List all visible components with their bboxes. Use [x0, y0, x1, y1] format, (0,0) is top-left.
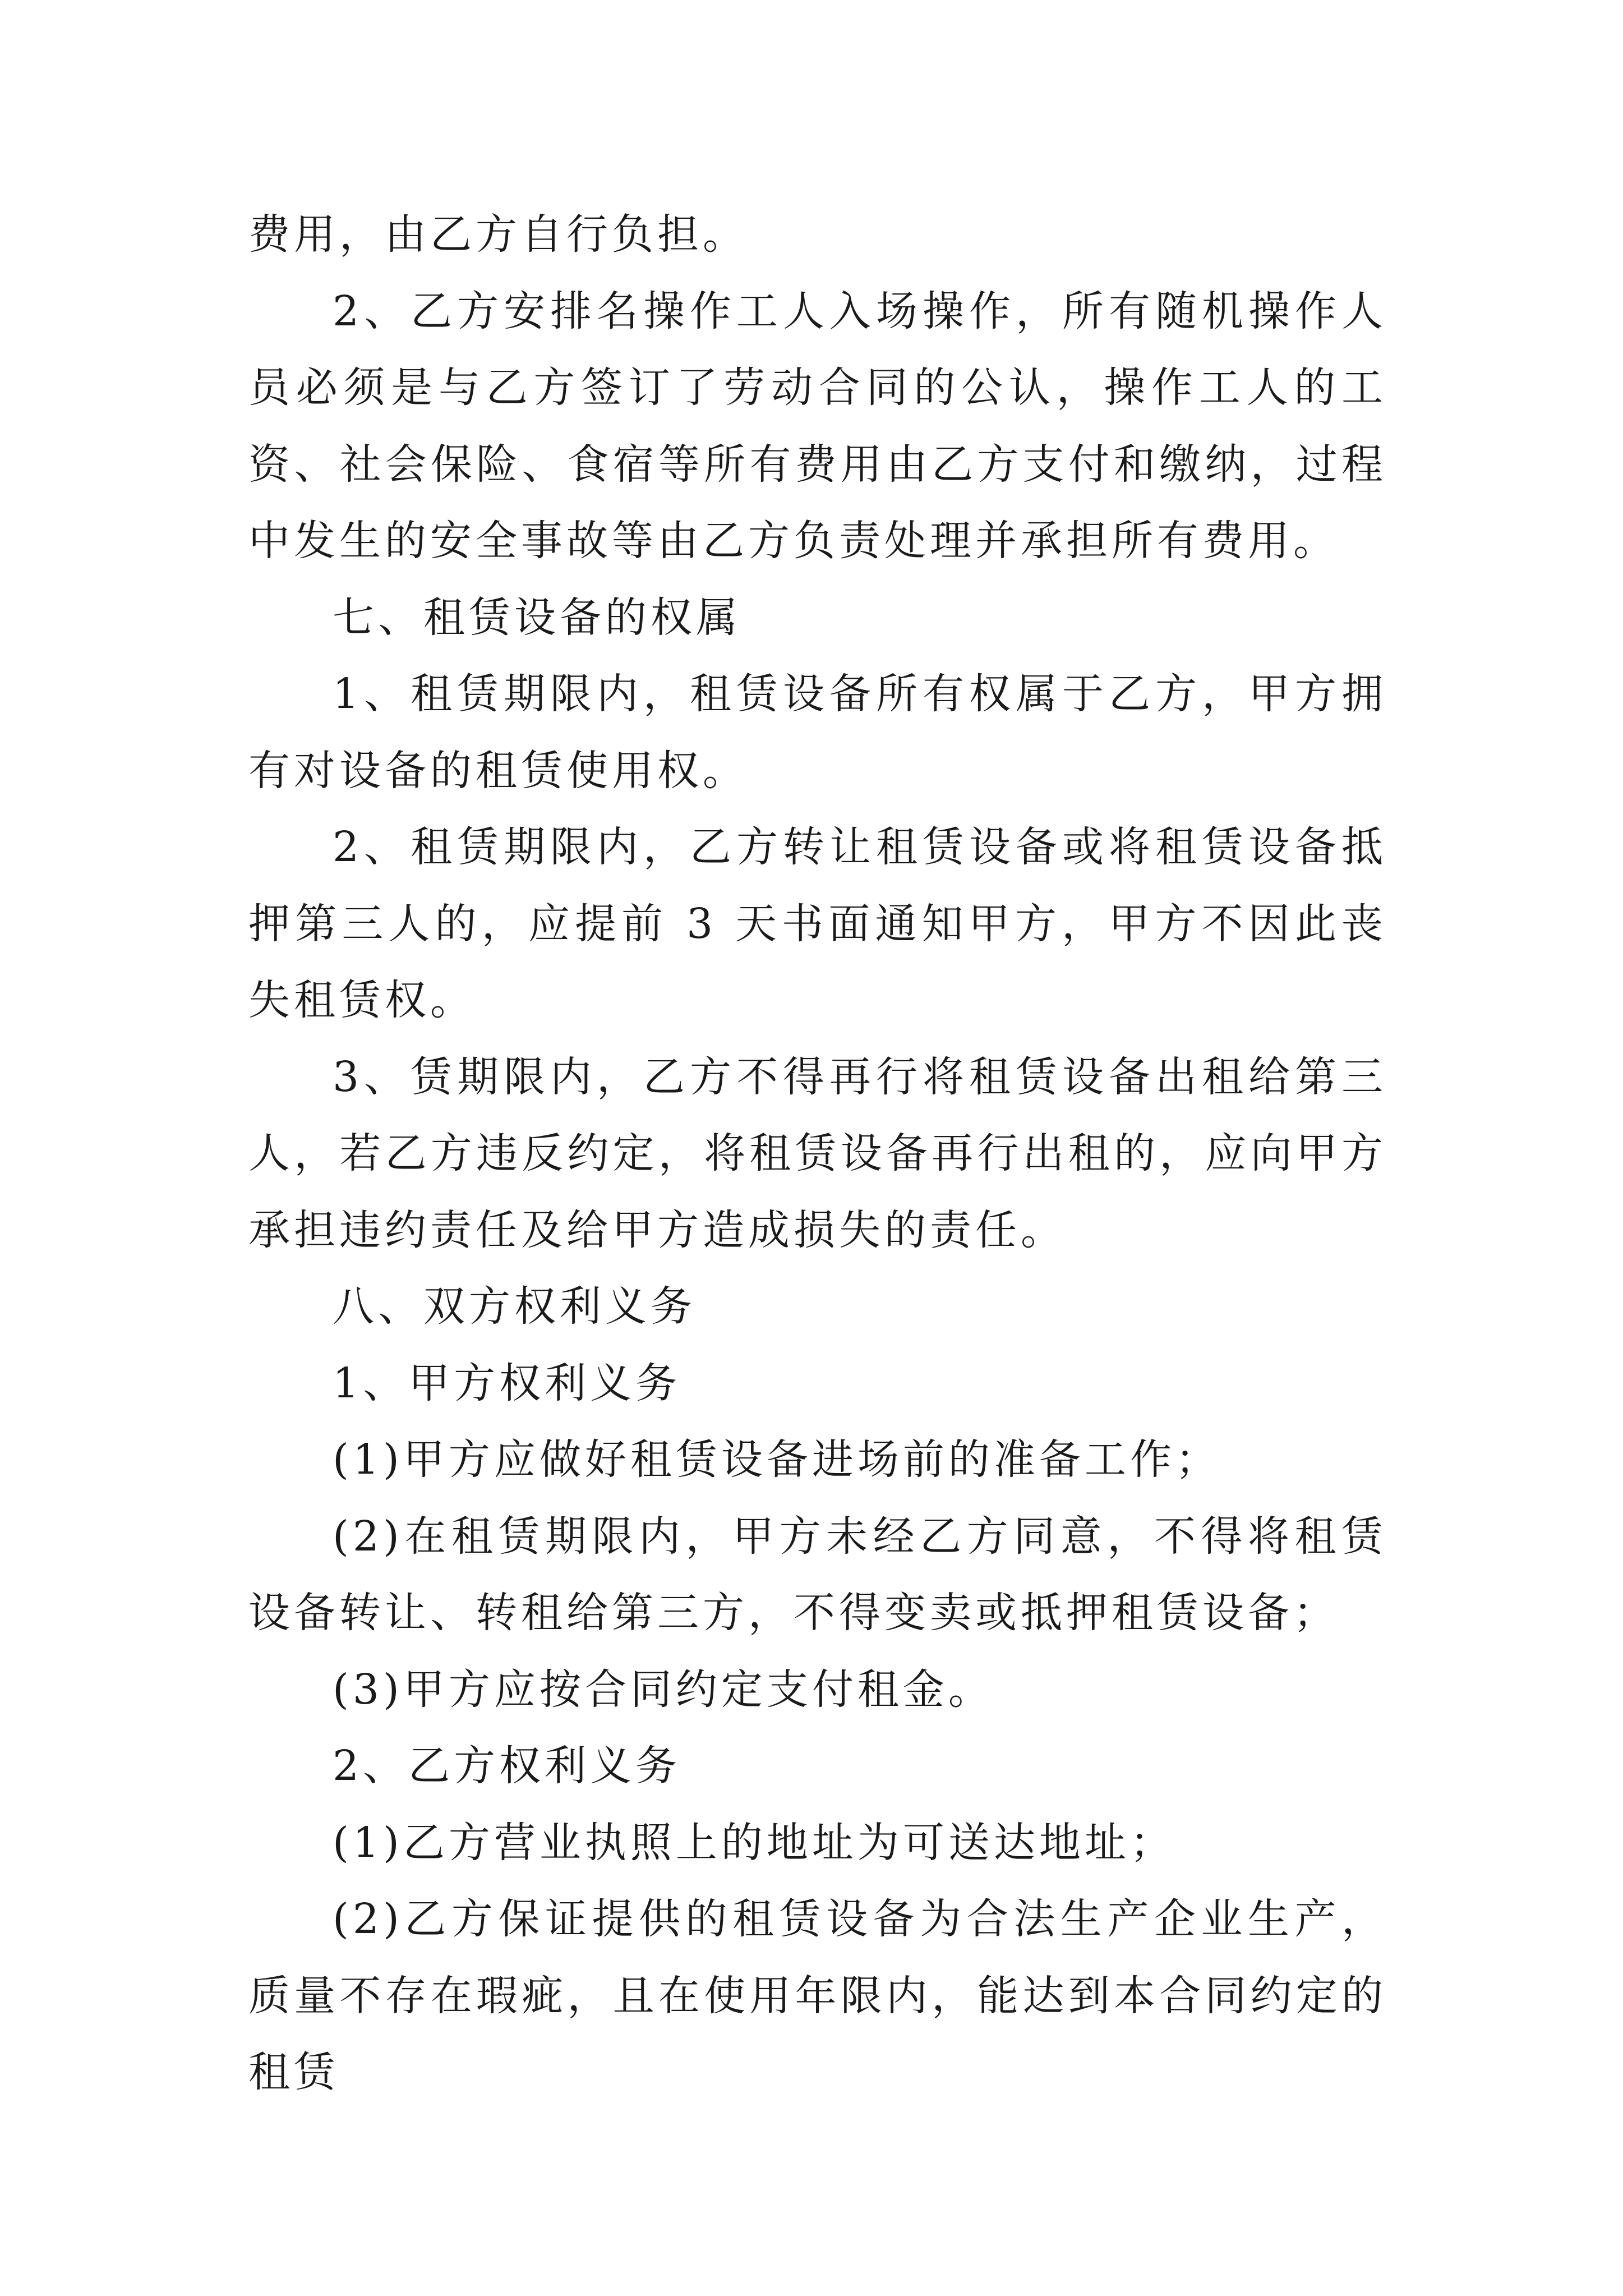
paragraph: 1、租赁期限内，租赁设备所有权属于乙方，甲方拥有对设备的租赁使用权。	[248, 670, 1387, 795]
list-item: (1)甲方应做好租赁设备进场前的准备工作；	[333, 1435, 1221, 1484]
list-item: (3)甲方应按合同约定支付租金。	[333, 1665, 994, 1714]
list-item: (1)乙方营业执照上的地址为可送达地址；	[333, 1818, 1175, 1867]
list-item: (2)乙方保证提供的租赁设备为合法生产企业生产，质量不存在瑕疵，且在使用年限内，能达到本合同约定的租赁	[248, 1895, 1387, 2096]
paragraph: 费用，由乙方自行负担。	[248, 210, 748, 259]
section-heading: 八、双方权利义务	[333, 1282, 696, 1331]
subsection-heading: 2、乙方权利义务	[333, 1742, 681, 1790]
list-item: (2)在租赁期限内，甲方未经乙方同意，不得将租赁设备转让、转租给第三方，不得变卖或抵押租赁设备；	[248, 1512, 1387, 1637]
section-heading: 七、租赁设备的权属	[333, 593, 741, 642]
paragraph: 3、赁期限内，乙方不得再行将租赁设备出租给第三人，若乙方违反约定，将租赁设备再行出租的，应向甲方承担违约责任及给甲方造成损失的责任。	[248, 1052, 1387, 1254]
document-body	[248, 196, 1387, 2111]
paragraph: 2、乙方安排名操作工人入场操作，所有随机操作人员必须是与乙方签订了劳动合同的公认，操作工人的工资、社会保险、食宿等所有费用由乙方支付和缴纳，过程中发生的安全事故等由乙方负责处理并承担所有费用。	[248, 287, 1387, 565]
paragraph: 2、租赁期限内，乙方转让租赁设备或将租赁设备抵押第三人的，应提前 3 天书面通知甲方，甲方不因此丧失租赁权。	[248, 823, 1387, 1024]
subsection-heading: 1、甲方权利义务	[333, 1359, 681, 1407]
